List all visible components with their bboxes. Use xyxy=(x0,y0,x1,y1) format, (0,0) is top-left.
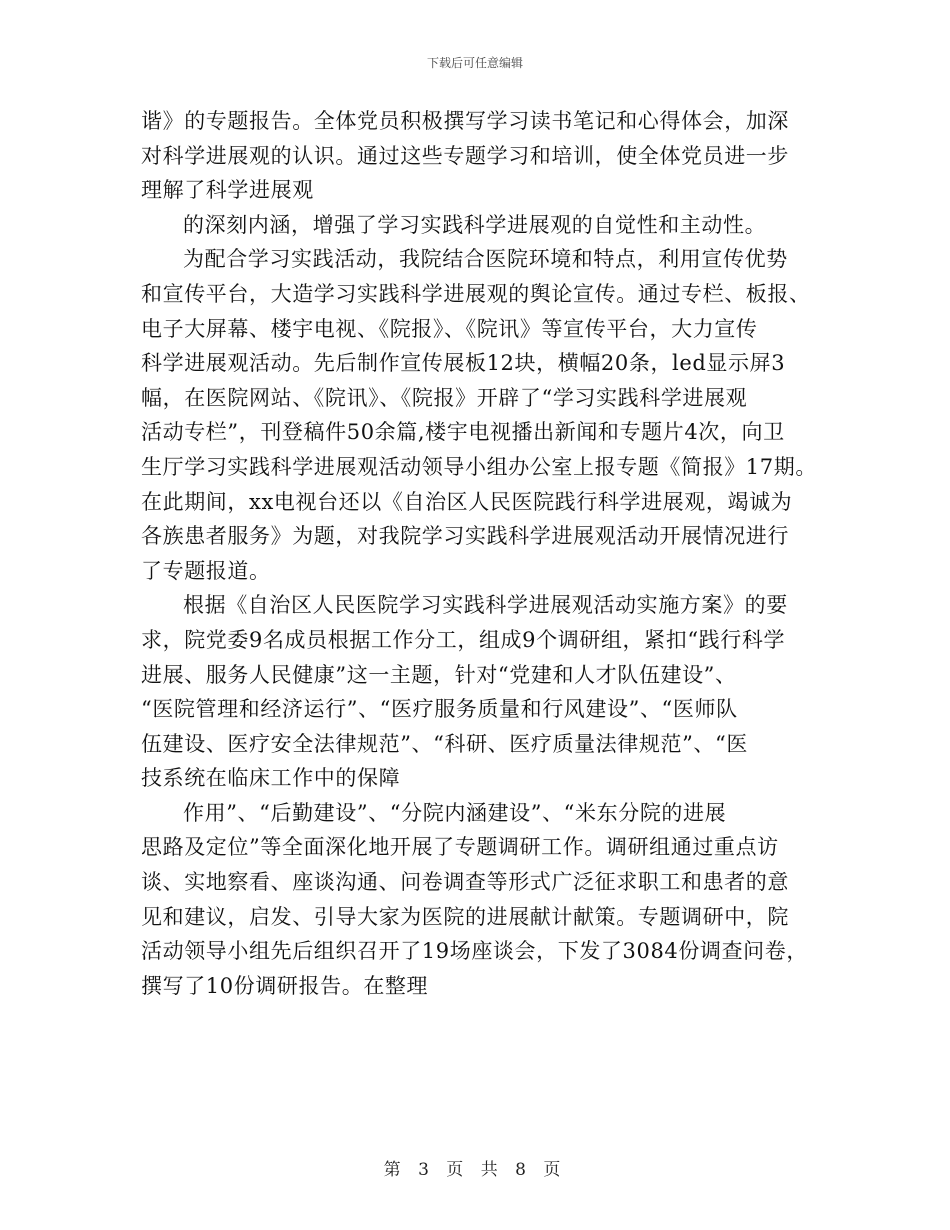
text-line: 伍建设、医疗安全法律规范”、“科研、医疗质量法律规范”、“医 xyxy=(141,731,748,756)
text-line: 活动领导小组先后组织召开了19场座谈会，下发了3084份调查问卷， xyxy=(141,939,808,964)
text-line: 在此期间，xx电视台还以《自治区人民医院践行科学进展观，竭诚为 xyxy=(141,489,793,514)
text-line: “医院管理和经济运行”、“医疗服务质量和行风建设”、“医师队 xyxy=(141,697,738,722)
text-line: 撰写了10份调研报告。在整理 xyxy=(141,973,429,998)
text-line: 谐》的专题报告。全体党员积极撰写学习读书笔记和心得体会，加深 xyxy=(141,109,789,133)
body-text xyxy=(141,104,821,1003)
text-line: 对科学进展观的认识。通过这些专题学习和培训，使全体党员进一步 xyxy=(141,143,789,168)
text-line: 了专题报道。 xyxy=(141,558,271,583)
text-line: 活动专栏”，刊登稿件50余篇,楼宇电视播出新闻和专题片4次，向卫 xyxy=(141,420,785,445)
text-line: 作用”、“后勤建设”、“分院内涵建设”、“米东分院的进展 xyxy=(183,800,727,825)
page-number-footer: 第 3 页 共 8 页 xyxy=(383,1160,567,1180)
text-line: 科学进展观活动。先后制作宣传展板12块，横幅20条，led显示屏3 xyxy=(141,351,786,376)
text-line: 电子大屏幕、楼宇电视、《院报》、《院讯》等宣传平台，大力宣传 xyxy=(141,316,758,341)
text-line: 为配合学习实践活动，我院结合医院环境和特点，利用宣传优势 xyxy=(183,247,788,272)
text-line: 和宣传平台，大造学习实践科学进展观的舆论宣传。通过专栏、板报、 xyxy=(141,281,811,306)
text-line: 求，院党委9名成员根据工作分工，组成9个调研组，紧扣“践行科学 xyxy=(141,627,786,652)
text-line: 思路及定位”等全面深化地开展了专题调研工作。调研组通过重点访 xyxy=(141,835,779,860)
text-line: 进展、服务人民健康”这一主题，针对“党建和人才队伍建设”、 xyxy=(141,662,737,687)
text-line: 各族患者服务》为题，对我院学习实践科学进展观活动开展情况进行 xyxy=(141,524,789,549)
text-line: 幅，在医院网站、《院讯》、《院报》开辟了“学习实践科学进展观 xyxy=(141,385,748,410)
text-line: 生厅学习实践科学进展观活动领导小组办公室上报专题《简报》17期。 xyxy=(141,454,817,479)
text-line: 根据《自治区人民医院学习实践科学进展观活动实施方案》的要 xyxy=(183,593,788,618)
text-line: 技系统在临床工作中的保障 xyxy=(141,766,401,791)
header-note: 下载后可任意编辑 xyxy=(426,56,523,70)
text-line: 理解了科学进展观 xyxy=(141,178,314,203)
text-line: 的深刻内涵，增强了学习实践科学进展观的自觉性和主动性。 xyxy=(183,212,767,237)
text-line: 谈、实地察看、座谈沟通、问卷调查等形式广泛征求职工和患者的意 xyxy=(141,870,789,895)
text-line: 见和建议，启发、引导大家为医院的进展献计献策。专题调研中，院 xyxy=(141,904,789,929)
